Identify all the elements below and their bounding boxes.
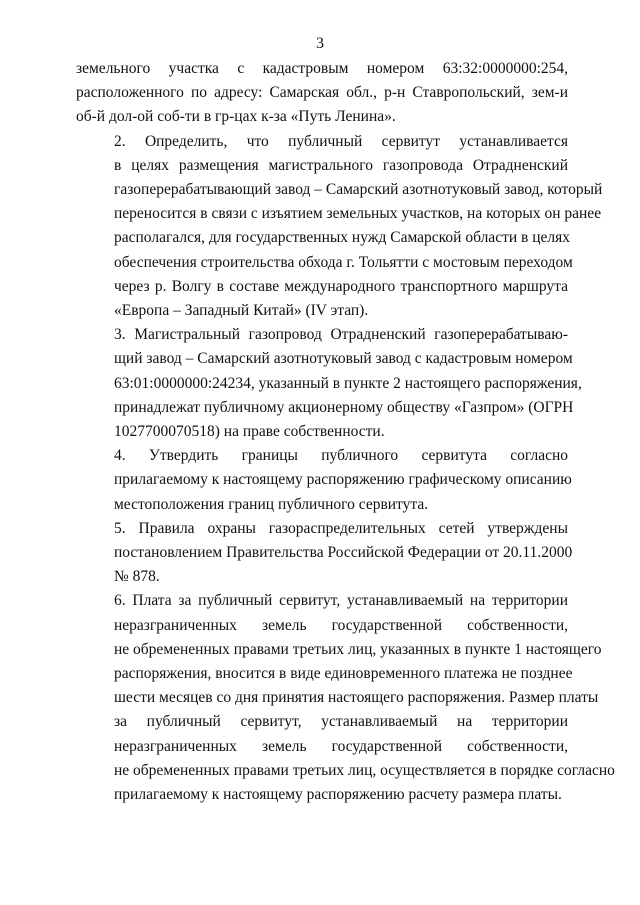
text-line: прилагаемому к настоящему распоряжению графическому описанию	[114, 471, 572, 489]
page-number: 3	[316, 35, 324, 52]
text-line: обеспечения строительства обхода г. Тольятти с мостовым переходом	[114, 253, 573, 271]
text-line: щий завод – Самарский азотнотуковый завод с кадастровым номером	[114, 350, 573, 368]
text-line: расположенного по адресу: Самарская обл., р-н Ставропольский, зем-и	[76, 84, 568, 102]
text-line: переносится в связи с изъятием земельных участков, на которых он ранее	[114, 205, 602, 223]
text-line: 2. Определить, что публичный сервитут устанавливается	[114, 132, 568, 150]
text-line: в целях размещения магистрального газопровода Отрадненский	[114, 156, 568, 174]
paragraph-p4	[76, 444, 572, 517]
text-line: 4. Утвердить границы публичного сервитута согласно	[114, 447, 568, 465]
text-line: шести месяцев со дня принятия настоящего распоряжения. Размер платы	[114, 689, 599, 707]
text-line: принадлежат публичному акционерному обществу «Газпром» (ОГРН	[114, 398, 574, 416]
text-line: постановлением Правительства Российской Федерации от 20.11.2000	[114, 544, 573, 562]
text-line: через р. Волгу в составе международного транспортного маршрута	[114, 277, 568, 295]
paragraph-p5	[76, 517, 573, 590]
text-line: 6. Плата за публичный сервитут, устанавливаемый на территории	[114, 592, 568, 610]
text-line: за публичный сервитут, устанавливаемый на территории	[114, 713, 568, 731]
paragraph-p1	[76, 57, 568, 130]
text-line: газоперерабатывающий завод – Самарский азотнотуковый завод, который	[114, 181, 603, 199]
text-line: распоряжения, вносится в виде единовременного платежа не позднее	[114, 665, 573, 683]
text-line: располагался, для государственных нужд Самарской области в целях	[114, 229, 570, 247]
text-line: № 878.	[114, 568, 160, 586]
document-body	[76, 57, 615, 807]
text-line: неразграниченных земель государственной собственности,	[114, 616, 568, 634]
paragraph-p2	[76, 130, 603, 324]
text-line: не обремененных правами третьих лиц, указанных в пункте 1 настоящего	[114, 640, 602, 658]
text-line: об-й дол-ой соб-ти в гр-цах к-за «Путь Ленина».	[76, 108, 396, 126]
text-line: 3. Магистральный газопровод Отрадненский газоперерабатываю-	[114, 326, 568, 344]
text-line: прилагаемому к настоящему распоряжению расчету размера платы.	[114, 786, 562, 804]
text-line: местоположения границ публичного сервитута.	[114, 495, 429, 513]
paragraph-p3	[76, 323, 582, 444]
text-line: неразграниченных земель государственной собственности,	[114, 737, 568, 755]
text-line: не обремененных правами третьих лиц, осуществляется в порядке согласно	[114, 761, 615, 779]
text-line: земельного участка с кадастровым номером 63:32:0000000:254,	[76, 60, 568, 77]
text-line: «Европа – Западный Китай» (IV этап).	[114, 302, 369, 320]
text-line: 63:01:0000000:24234, указанный в пункте 2 настоящего распоряжения,	[114, 374, 582, 392]
paragraph-p6	[76, 589, 615, 807]
text-line: 1027700070518) на праве собственности.	[114, 423, 385, 441]
text-line: 5. Правила охраны газораспределительных сетей утверждены	[114, 519, 568, 537]
